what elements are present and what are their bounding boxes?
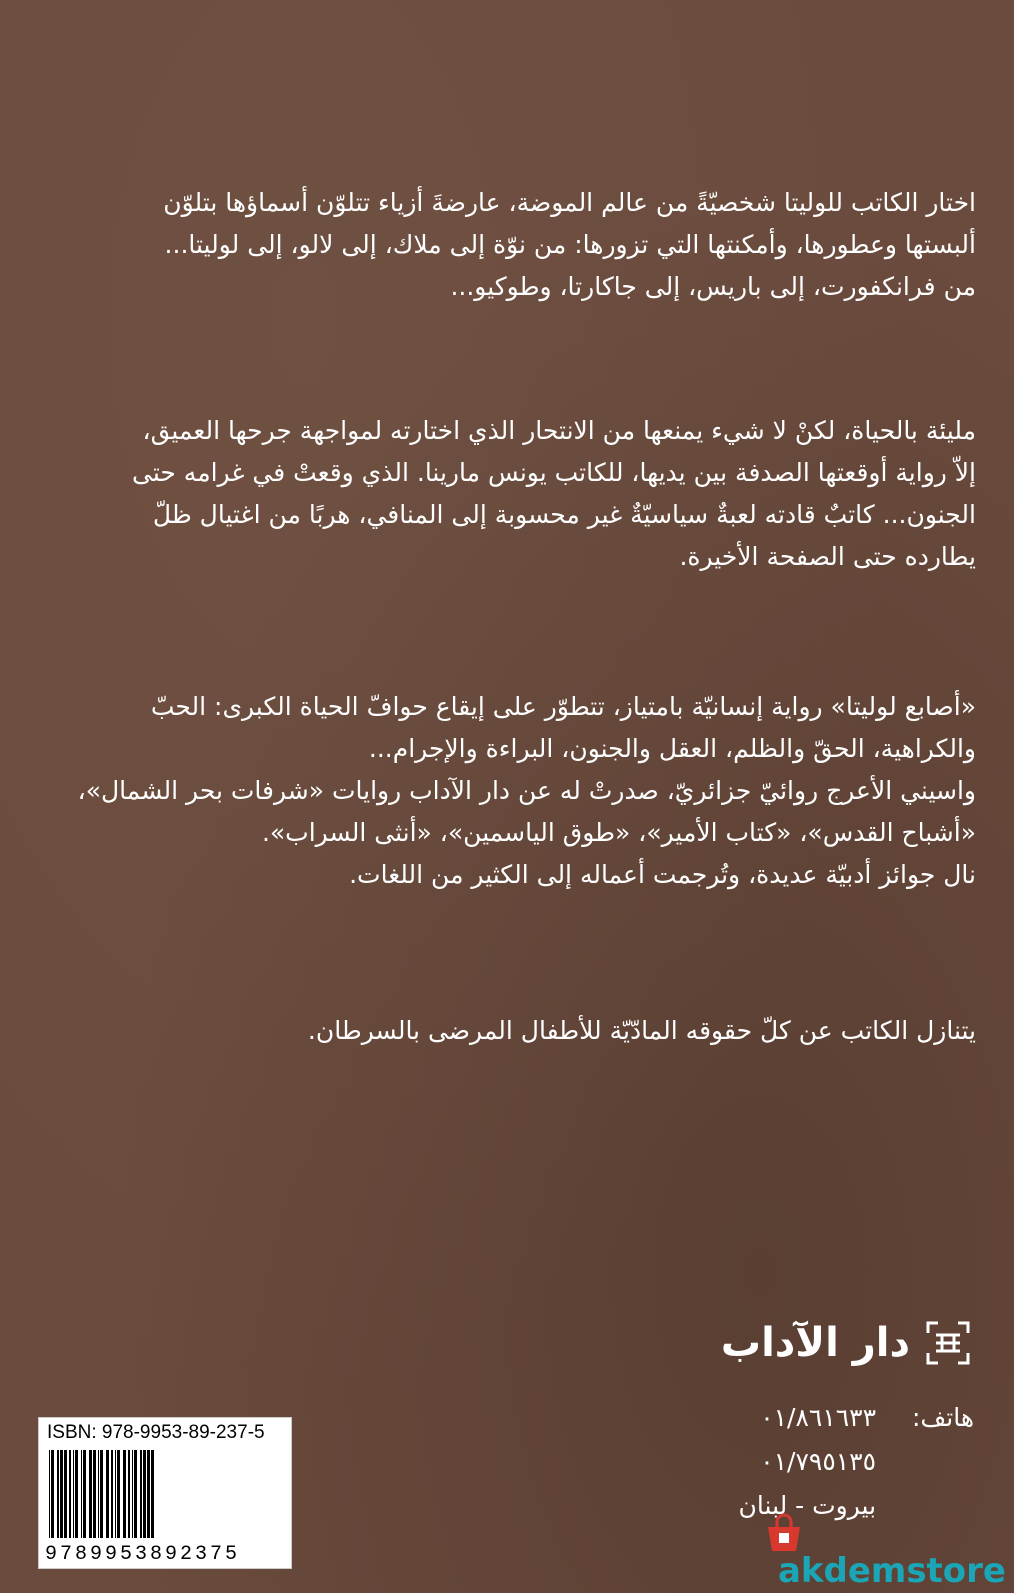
barcode-bar: [60, 1450, 63, 1538]
publisher-name: دار الآداب: [720, 1320, 910, 1366]
barcode-bar: [57, 1450, 59, 1538]
barcode-digits: 9789953892375: [45, 1543, 241, 1566]
barcode-bar: [83, 1450, 86, 1538]
barcode-bar: [98, 1450, 99, 1538]
barcode-bar: [51, 1450, 54, 1538]
barcode-bar: [143, 1450, 146, 1538]
text-line: «أشباح القدس»، «كتاب الأمير»، «طوق الياسمين»، «أنثى السراب».: [261, 818, 976, 847]
text-line: الجنون... كاتبٌ قادته لعبةٌ سياسيّةٌ غير محسوبة إلى المنافي، هربًا من اغتيال ظلّ: [152, 500, 976, 529]
barcode-bar: [128, 1450, 130, 1538]
city-row: [654, 1484, 974, 1528]
barcode-bar: [81, 1450, 82, 1538]
text-line: اختار الكاتب للوليتا شخصيّةً من عالم الموضة، عارضةَ أزياء تتلوّن أسماؤها بتلوّن: [163, 188, 976, 217]
text-line: واسيني الأعرج روائيّ جزائريّ، صدرتْ له عن دار الآداب روايات «شرفات بحر الشمال»،: [77, 776, 976, 805]
barcode-bar: [75, 1450, 78, 1538]
isbn-barcode: [38, 1417, 292, 1569]
barcode-bar: [123, 1450, 126, 1538]
barcode-bar: [69, 1450, 71, 1538]
barcode-bar: [132, 1450, 133, 1538]
barcode-bar: [147, 1450, 150, 1538]
phone-row: [654, 1396, 974, 1440]
text-line: من فرانكفورت، إلى باريس، إلى جاكارتا، وطوكيو...: [450, 272, 976, 301]
isbn-label: ISBN: 978-9953-89-237-5: [47, 1422, 265, 1443]
barcode-bar: [134, 1450, 137, 1538]
text-line: يطارده حتى الصفحة الأخيرة.: [679, 542, 976, 571]
text-line: ألبستها وعطورها، وأمكنتها التي تزورها: من نوّة إلى ملاك، إلى لالو، إلى لوليتا...: [164, 230, 976, 259]
barcode-bar: [151, 1450, 154, 1538]
barcode-bars: [47, 1450, 283, 1538]
barcode-bar: [93, 1450, 96, 1538]
paragraph-author: [38, 686, 976, 896]
barcode-bar: [106, 1450, 109, 1538]
barcode-bar: [89, 1450, 92, 1538]
shopping-bag-icon: [762, 1513, 806, 1553]
barcode-bar: [140, 1450, 142, 1538]
paragraph-intro: [38, 182, 976, 308]
phone-label: هاتف:: [911, 1403, 974, 1432]
publisher-city: بيروت - لبنان: [738, 1491, 877, 1520]
store-watermark: [706, 1523, 1006, 1593]
phone-row: [654, 1440, 974, 1484]
paragraph-rights-note: [38, 1010, 976, 1052]
phone-number: ٠١/٨٦١٦٣٣: [760, 1403, 877, 1432]
text-line: إلاّ رواية أوقعتها الصدفة بين يديها، للكاتب يونس مارينا. الذي وقعتْ في غرامه حتى: [132, 458, 976, 487]
barcode-bar: [117, 1450, 120, 1538]
text-line: مليئة بالحياة، لكنْ لا شيء يمنعها من الانتحار الذي اختارته لمواجهة جرحها العميق،: [142, 416, 976, 445]
text-line: يتنازل الكاتب عن كلّ حقوقه المادّيّة للأطفال المرضى بالسرطان.: [307, 1016, 976, 1045]
text-line: نال جوائز أدبيّة عديدة، وتُرجمت أعماله إلى الكثير من اللغات.: [349, 860, 976, 889]
publisher-block: [592, 1315, 972, 1375]
barcode-bar: [64, 1450, 67, 1538]
barcode-bar: [73, 1450, 74, 1538]
barcode-bar: [49, 1450, 50, 1538]
barcode-bar: [100, 1450, 103, 1538]
text-line: «أصابع لوليتا» رواية إنسانيّة بامتياز، تتطوّر على إيقاع حوافّ الحياة الكبرى: الحبّ: [150, 692, 976, 721]
phone-number: ٠١/٧٩٥١٣٥: [760, 1447, 877, 1476]
dar-al-adab-logo-icon: [924, 1319, 972, 1367]
barcode-bar: [115, 1450, 116, 1538]
watermark-text: akdemstore: [777, 1551, 1006, 1591]
paragraph-plot: [38, 410, 976, 578]
publisher-contact: [654, 1396, 974, 1528]
barcode-bar: [111, 1450, 113, 1538]
text-line: والكراهية، الحقّ والظلم، العقل والجنون، البراءة والإجرام...: [368, 734, 976, 763]
